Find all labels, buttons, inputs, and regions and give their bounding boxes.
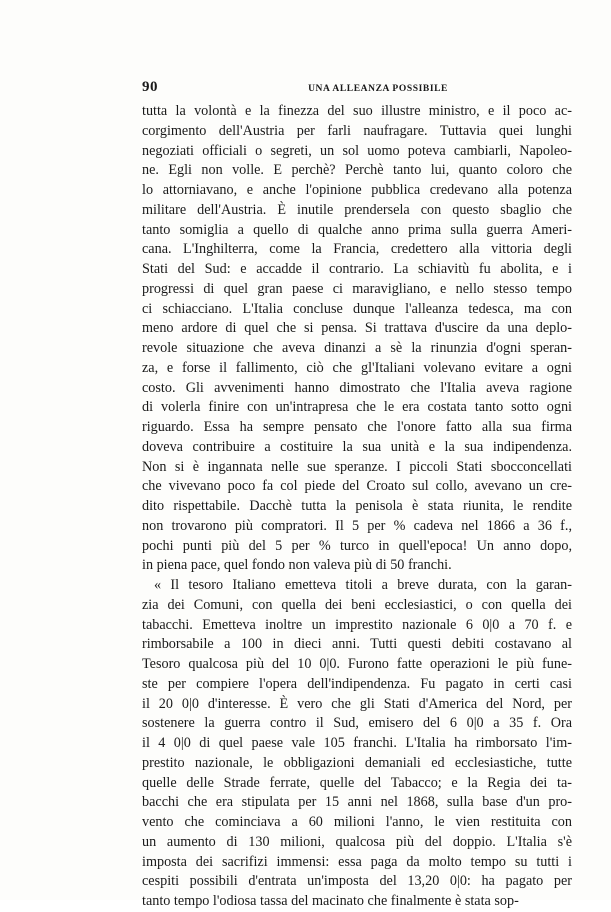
page-header [142, 79, 566, 99]
text-line: ste per compiere l'opera dell'indipendenza. Fu pagato in certi casi [142, 675, 572, 692]
text-line: lo attorniavano, e anche l'opinione pubblica credevano alla potenza [142, 182, 572, 198]
text-line: doveva contribuire a costituire la sua unità e la sua indipendenza. [142, 438, 572, 455]
text-line: prestito nazionale, le obbligazioni demaniali ed ecclesiastiche, tutte [142, 754, 572, 771]
page-number: 90 [142, 79, 158, 95]
text-line: zia dei Comuni, con quella dei beni ecclesiastici, o con quella dei [142, 596, 572, 613]
text-line: progressi di quel gran paese ci maravigliano, e nello stesso tempo [142, 280, 572, 297]
text-line: Tesoro qualcosa più del 10 0|0. Furono fatte operazioni le più fune- [142, 656, 572, 672]
text-line: il 20 0|0 d'interesse. È vero che gli Stati d'America del Nord, per [142, 695, 572, 712]
text-line: cana. L'Inghilterra, come la Francia, credettero alla vittoria degli [142, 241, 572, 258]
body-text [142, 102, 572, 912]
text-line: tanto tempo l'odiosa tassa del macinato che finalmente è stata sop- [142, 893, 519, 909]
text-line: ne. Egli non volle. E perchè? Perchè tanto lui, quanto coloro che [142, 162, 572, 179]
text-line: tabacchi. Emetteva inoltre un imprestito nazionale 6 0|0 a 70 f. e [142, 616, 572, 633]
text-line: in piena pace, quel fondo non valeva più di 50 franchi. [142, 557, 452, 574]
text-line: pochi punti più del 5 per % turco in quell'epoca! Un anno dopo, [142, 537, 572, 554]
text-line: corgimento dell'Austria per farli naufragare. Tuttavia quei lunghi [142, 122, 572, 139]
text-line: meno ardore di quel che si pensa. Si trattava d'uscire da una deplo- [142, 320, 572, 337]
text-line: di volerla finire con un'intrapresa che le era costata tanto sotto ogni [142, 399, 572, 416]
text-line: za, e forse il fallimento, ciò che gl'Italiani volevano evitare a ogni [142, 359, 572, 376]
text-line: bacchi che era stipulata per 15 anni nel 1868, sulla base d'un pro- [142, 794, 572, 811]
text-line: che vivevano poco fa col piede del Croato sul collo, avevano un cre- [142, 478, 572, 495]
text-line: costo. Gli avvenimenti hanno dimostrato che l'Italia aveva ragione [142, 379, 572, 396]
text-line: negoziati officiali o segreti, un sol uomo poteva cambiarli, Napoleo- [142, 142, 572, 159]
running-title: UNA ALLEANZA POSSIBILE [308, 84, 448, 94]
text-line: il 4 0|0 di quel paese vale 105 franchi. L'Italia ha rimborsato l'im- [142, 735, 572, 751]
text-line: ci schiacciano. L'Italia concluse dunque l'alleanza tedesca, ma con [142, 300, 572, 317]
text-line: vento che cominciava a 60 milioni l'anno, le vien restituita con [142, 814, 572, 830]
text-line: dito rispettabile. Dacchè tutta la penisola è stata riunita, le rendite [142, 498, 572, 514]
text-line: quelle delle Strade ferrate, quelle del Tabacco; e la Regia dei ta- [142, 774, 572, 791]
text-line: « Il tesoro Italiano emetteva titoli a breve durata, con la garan- [154, 577, 572, 593]
text-line: cespiti possibili d'entrata un'imposta del 13,20 0|0: ha pagato per [142, 873, 572, 890]
text-line: militare dell'Austria. È inutile prendersela con questo sbaglio che [142, 201, 572, 218]
text-line: sostenere la guerra contro il Sud, emisero del 6 0|0 a 35 f. Ora [142, 715, 572, 732]
text-line: Non si è ingannata nelle sue speranze. I piccoli Stati sbocconcellati [142, 458, 572, 475]
text-line: non trovarono più compratori. Il 5 per % cadeva nel 1866 a 36 f., [142, 517, 572, 534]
text-line: tanto somiglia a quello di qualche anno prima sulla guerra Ameri- [142, 221, 572, 238]
text-line: rimborsabile a 100 in dieci anni. Tutti questi debiti costavano al [142, 636, 572, 653]
text-line: imposta dei sacrifizi immensi: essa paga da molto tempo su tutti i [142, 853, 572, 870]
text-line: Stati del Sud: e accadde il contrario. La schiavitù fu abolita, e i [142, 261, 572, 277]
text-line: un aumento di 130 milioni, qualcosa più del doppio. L'Italia s'è [142, 833, 572, 850]
text-line: revole situazione che aveva dinanzi a sè la rinunzia d'ogni speran- [142, 340, 572, 356]
text-line: tutta la volontà e la finezza del suo illustre ministro, e il poco ac- [142, 103, 572, 119]
text-line: riguardo. Essa ha sempre pensato che l'onore fatto alla sua firma [142, 419, 572, 435]
